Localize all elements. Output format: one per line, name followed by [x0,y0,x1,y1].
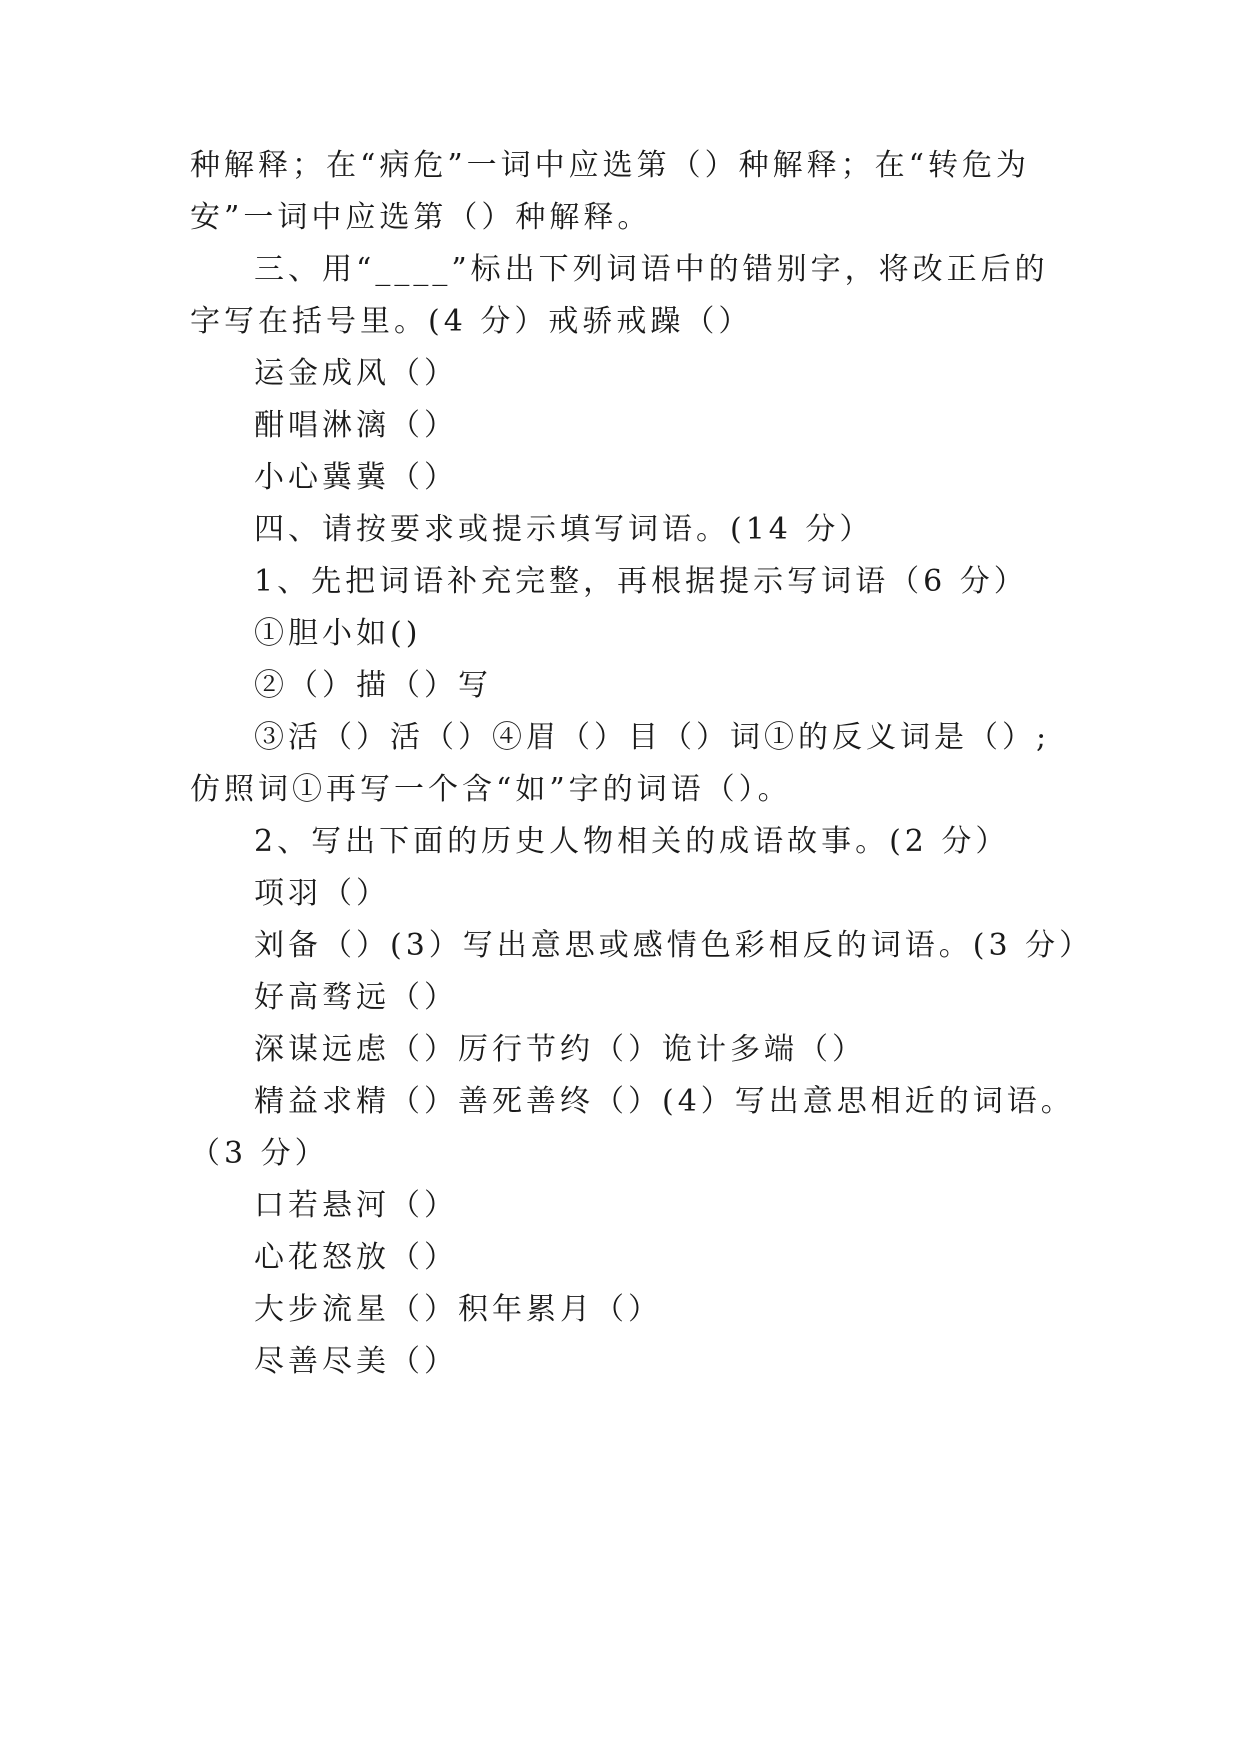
question-2-heading: 2、写出下面的历史人物相关的成语故事。(2 分） [254,824,1010,859]
text-line: 刘备（）(3）写出意思或感情色彩相反的词语。(3 分） [254,928,1094,963]
text-line: 大步流星（）积年累月（） [254,1292,662,1327]
text-line: 种解释；在“病危”一词中应选第（）种解释；在“转危为 [190,148,1031,183]
text-line: 安”一词中应选第（）种解释。 [190,200,652,235]
text-line: 项羽（） [254,876,390,911]
text-line: 心花怒放（） [254,1240,458,1275]
text-line: ③活（）活（）④眉（）目（）词①的反义词是（）; [254,720,1051,755]
text-line: ②（）描（）写 [254,668,492,703]
text-line: 尽善尽美（） [254,1344,458,1379]
text-line: 小心冀冀（） [254,460,458,495]
section-3-heading: 三、用“____”标出下列词语中的错别字，将改正后的 [254,252,1049,287]
text-line: 运金成风（） [254,356,458,391]
text-line: 酣唱淋漓（） [254,408,458,443]
text-line: 仿照词①再写一个含“如”字的词语（）。 [190,772,792,807]
section-4-heading: 四、请按要求或提示填写词语。(14 分） [254,512,874,547]
text-line: 深谋远虑（）厉行节约（）诡计多端（） [254,1032,866,1067]
text-line: （3 分） [190,1136,329,1171]
text-line: 好高骛远（） [254,980,458,1015]
question-1-heading: 1、先把词语补充完整，再根据提示写词语（6 分） [254,564,1028,599]
text-line: ①胆小如() [254,616,422,651]
text-line: 口若悬河（） [254,1188,458,1223]
text-line: 字写在括号里。(4 分）戒骄戒躁（） [190,304,753,339]
text-line: 精益求精（）善死善终（）(4）写出意思相近的词语。 [254,1084,1075,1119]
